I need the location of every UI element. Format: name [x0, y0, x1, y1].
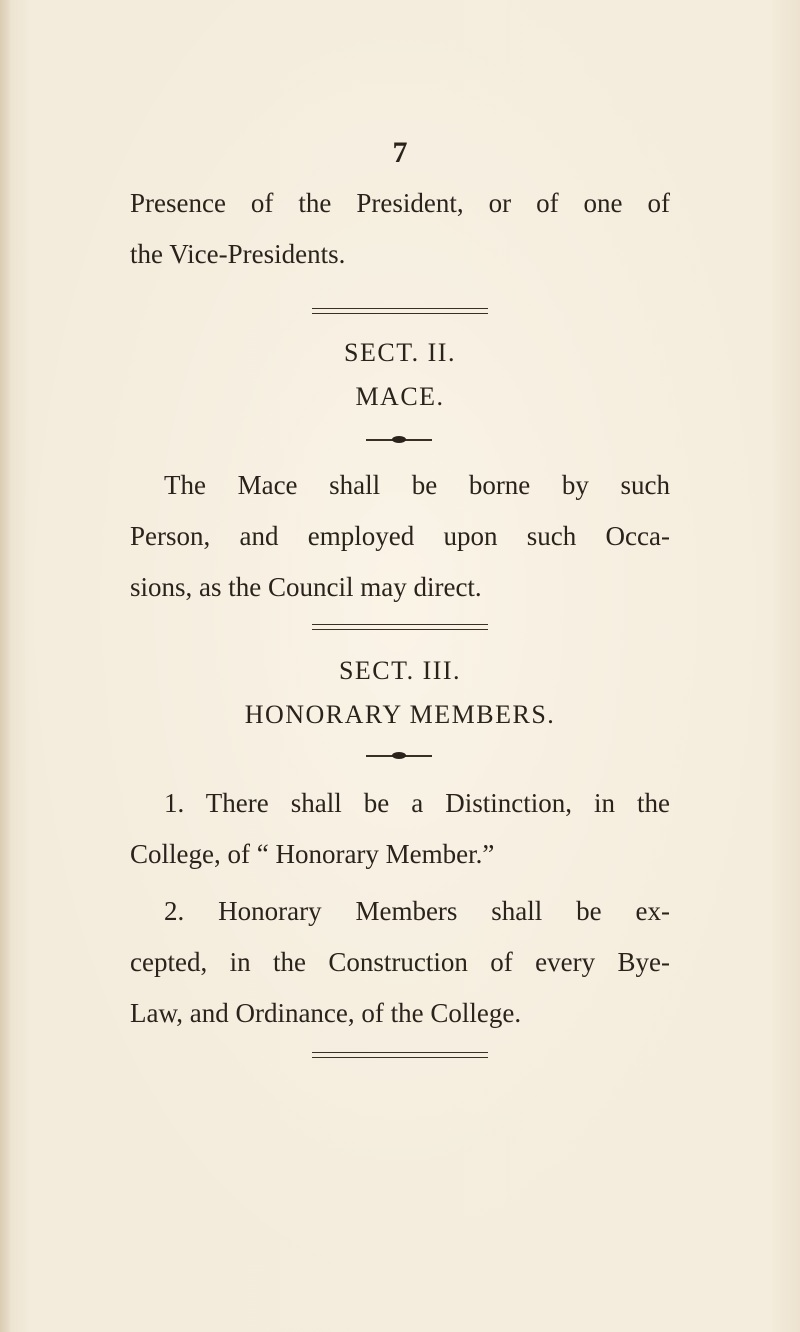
paragraph-line: cepted, in the Construction of every Bye- [130, 947, 670, 977]
ornament-rule [366, 436, 432, 444]
paragraph-line-text: 1. There shall be a Distinction, in the [164, 788, 670, 818]
paragraph-line: Presence of the President, or of one of [130, 188, 670, 218]
paragraph-line-text: 2. Honorary Members shall be ex- [164, 896, 670, 926]
section-2-title: MACE. [355, 382, 445, 411]
section-3-heading: SECT. III. [338, 656, 462, 685]
paragraph-line-text: The Mace shall be borne by such [164, 470, 670, 500]
opening-paragraph [130, 178, 670, 280]
section-divider [312, 308, 488, 314]
paragraph-line [130, 886, 670, 937]
honorary-item-2 [130, 886, 670, 1039]
ornament-dot [392, 752, 406, 759]
paragraph-line [130, 778, 670, 829]
page-number: 7 [392, 136, 408, 169]
honorary-item-1 [130, 778, 670, 880]
paragraph-line: Law, and Ordinance, of the College. [130, 998, 522, 1028]
paragraph-line [130, 460, 670, 511]
ornament-rule [366, 752, 432, 760]
mace-paragraph [130, 460, 670, 613]
section-divider [312, 624, 488, 630]
section-3-title: HONORARY MEMBERS. [244, 700, 556, 729]
section-divider [312, 1052, 488, 1058]
paragraph-line: Person, and employed upon such Occa- [130, 521, 670, 551]
paragraph-line: sions, as the Council may direct. [130, 572, 482, 602]
paragraph-line: the Vice-Presidents. [130, 239, 346, 269]
section-2-heading: SECT. II. [344, 338, 456, 367]
paragraph-line: College, of “ Honorary Member.” [130, 839, 495, 869]
ornament-dot [392, 436, 406, 443]
